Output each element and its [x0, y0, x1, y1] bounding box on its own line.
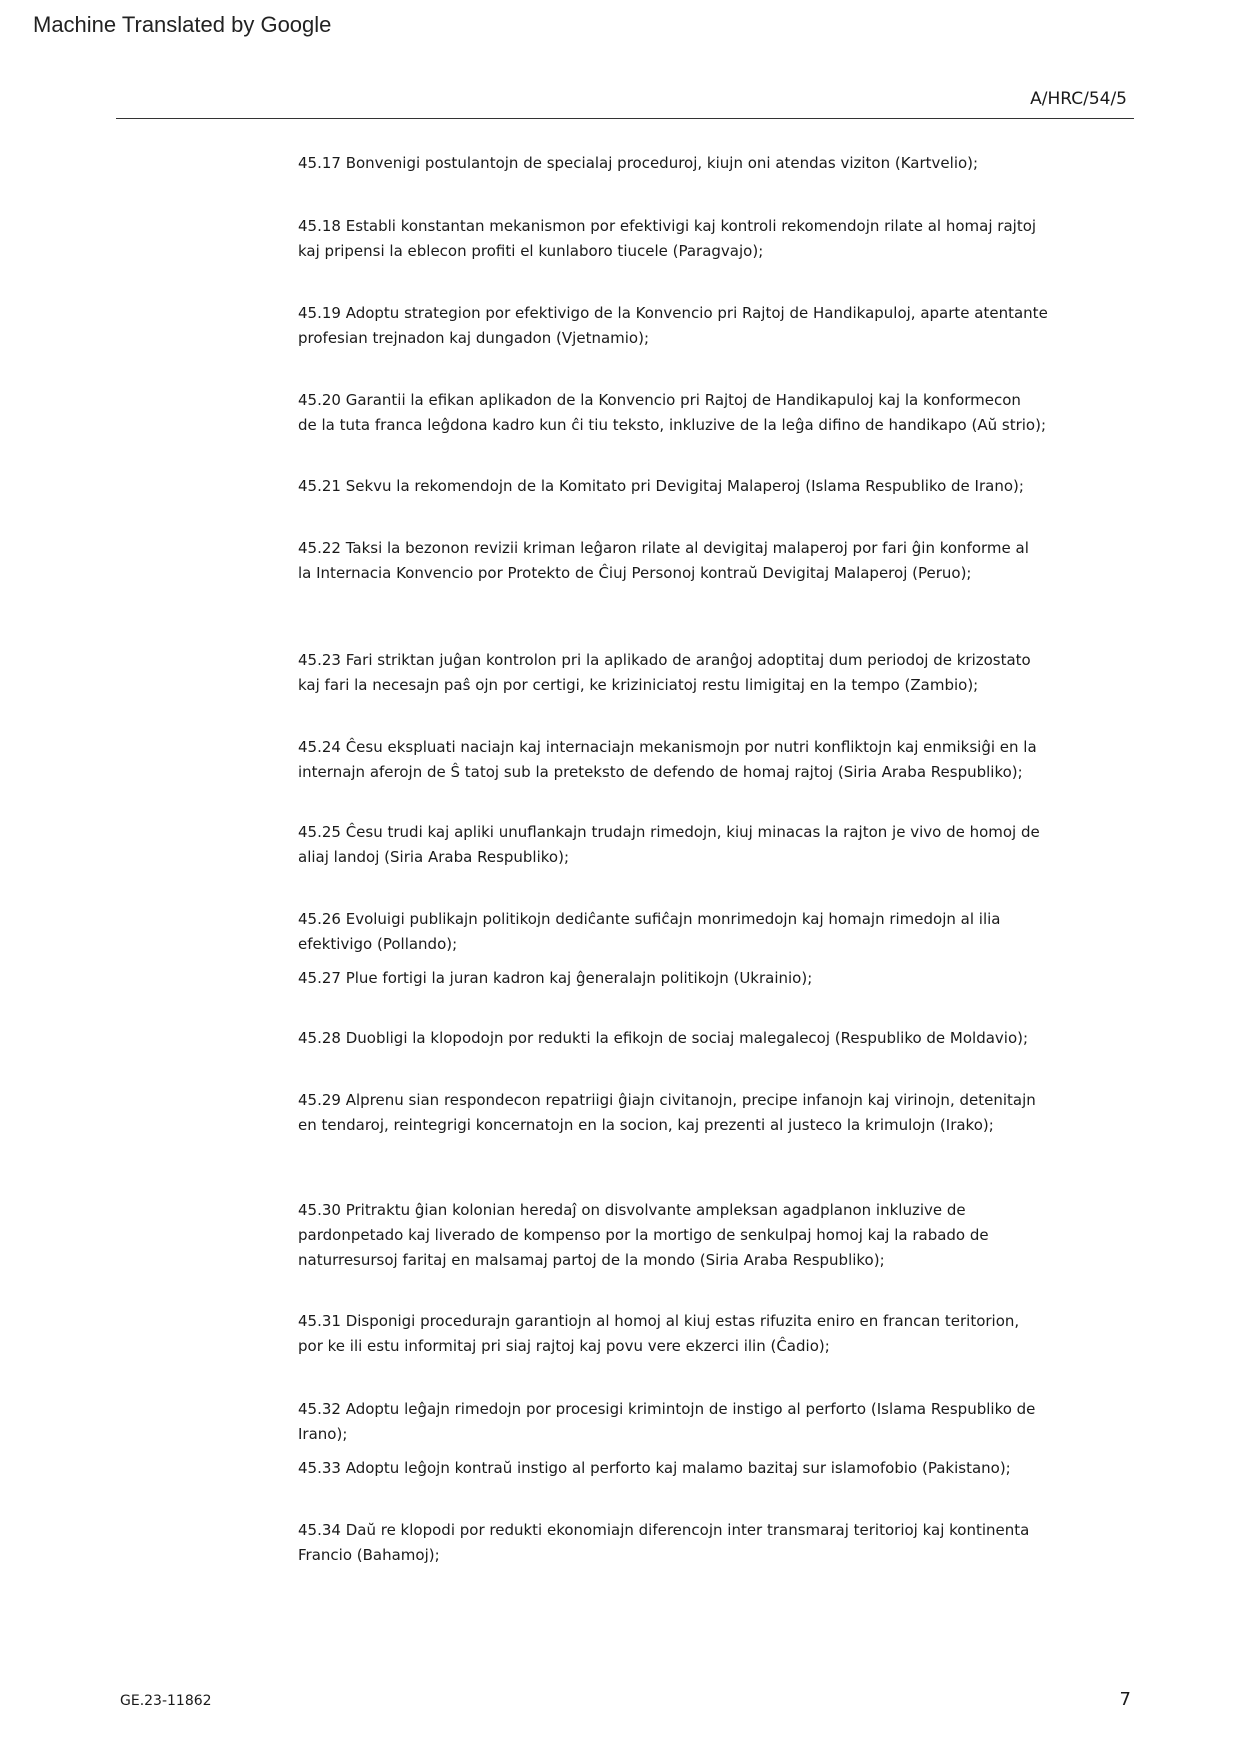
recommendation-45-25 — [298, 820, 1038, 870]
paragraph-line: 45.29 Alprenu sian respondecon repatriigi ĝiajn civitanojn, precipe infanojn kaj virinojn, detenitajn — [298, 1091, 1036, 1109]
footer-document-code: GE.23-11862 — [120, 1693, 212, 1709]
paragraph-line: la Internacia Konvencio por Protekto de Ĉiuj Personoj kontraŭ Devigitaj Malaperoj (Peruo); — [298, 564, 972, 582]
paragraph-line: 45.24 Ĉesu ekspluati naciajn kaj internaciajn mekanismojn por nutri konfliktojn kaj enmiksiĝi en la — [298, 738, 1037, 756]
paragraph-line: 45.23 Fari striktan juĝan kontrolon pri la aplikado de aranĝoj adoptitaj dum periodoj de krizostato — [298, 651, 1031, 669]
paragraph-line: pardonpetado kaj liverado de kompenso por la mortigo de senkulpaj homoj kaj la rabado de — [298, 1226, 989, 1244]
page-number: 7 — [1119, 1689, 1131, 1710]
recommendation-45-28 — [298, 1026, 1038, 1051]
paragraph-line: 45.33 Adoptu leĝojn kontraŭ instigo al perforto kaj malamo bazitaj sur islamofobio (Pakistano); — [298, 1459, 1011, 1477]
paragraph-line: 45.32 Adoptu leĝajn rimedojn por procesigi krimintojn de instigo al perforto (Islama Respubliko de — [298, 1400, 1036, 1418]
paragraph-line: Irano); — [298, 1425, 348, 1443]
paragraph-line: naturresursoj faritaj en malsamaj partoj de la mondo (Siria Araba Respubliko); — [298, 1251, 885, 1269]
recommendation-45-18 — [298, 214, 1038, 264]
paragraph-line: profesian trejnadon kaj dungadon (Vjetnamio); — [298, 329, 650, 347]
paragraph-line: 45.19 Adoptu strategion por efektivigo de la Konvencio pri Rajtoj de Handikapuloj, aparte atentante — [298, 304, 1048, 322]
paragraph-line: 45.17 Bonvenigi postulantojn de specialaj proceduroj, kiujn oni atendas viziton (Kartvelio); — [298, 154, 979, 172]
paragraph-line: aliaj landoj (Siria Araba Respubliko); — [298, 848, 570, 866]
recommendation-45-26 — [298, 907, 1038, 957]
paragraph-line: de la tuta franca leĝdona kadro kun ĉi tiu teksto, inkluzive de la leĝa difino de handikapo (Aŭ strio); — [298, 416, 1047, 434]
paragraph-line: 45.21 Sekvu la rekomendojn de la Komitato pri Devigitaj Malaperoj (Islama Respubliko de Irano); — [298, 477, 1024, 495]
paragraph-line: 45.20 Garantii la efikan aplikadon de la Konvencio pri Rajtoj de Handikapuloj kaj la konformecon — [298, 391, 1021, 409]
recommendation-45-19 — [298, 301, 1048, 351]
paragraph-line: en tendaroj, reintegrigi koncernatojn en la socion, kaj prezenti al justeco la krimulojn (Irako); — [298, 1116, 994, 1134]
paragraph-line: 45.31 Disponigi procedurajn garantiojn al homoj al kiuj estas rifuzita eniro en francan teritorion, — [298, 1312, 1020, 1330]
paragraph-line: 45.18 Establi konstantan mekanismon por efektivigi kaj kontroli rekomendojn rilate al homaj rajtoj — [298, 217, 1037, 235]
paragraph-line: 45.28 Duobligi la klopodojn por redukti la efikojn de sociaj malegalecoj (Respubliko de Moldavio); — [298, 1029, 1029, 1047]
recommendation-45-32 — [298, 1397, 1038, 1447]
paragraph-line: 45.27 Plue fortigi la juran kadron kaj ĝeneralajn politikojn (Ukrainio); — [298, 969, 813, 987]
paragraph-line: 45.34 Daŭ re klopodi por redukti ekonomiajn diferencojn inter transmaraj teritorioj kaj kontinenta — [298, 1521, 1030, 1539]
paragraph-line: 45.25 Ĉesu trudi kaj apliki unuflankajn trudajn rimedojn, kiuj minacas la rajton je vivo de homoj de — [298, 823, 1040, 841]
document-symbol: A/HRC/54/5 — [1030, 89, 1127, 109]
paragraph-line: kaj fari la necesajn paŝ ojn por certigi, ke kriziniciatoj restu limigitaj en la tempo (Zambio); — [298, 676, 979, 694]
recommendation-45-23 — [298, 648, 1038, 698]
paragraph-line: por ke ili estu informitaj pri siaj rajtoj kaj povu vere ekzerci ilin (Ĉadio); — [298, 1337, 830, 1355]
paragraph-line: internajn aferojn de Ŝ tatoj sub la preteksto de defendo de homaj rajtoj (Siria Araba Respubliko); — [298, 763, 1023, 781]
paragraph-line: 45.22 Taksi la bezonon revizii kriman leĝaron rilate al devigitaj malaperoj por fari ĝin konforme al — [298, 539, 1029, 557]
recommendation-45-33 — [298, 1456, 1038, 1481]
paragraph-line: efektivigo (Pollando); — [298, 935, 458, 953]
recommendation-45-29 — [298, 1088, 1038, 1138]
recommendation-45-34 — [298, 1518, 1038, 1568]
recommendation-45-22 — [298, 536, 1038, 586]
recommendation-45-21 — [298, 474, 1038, 499]
paragraph-line: 45.30 Pritraktu ĝian kolonian heredaĵ on disvolvante ampleksan agadplanon inkluzive de — [298, 1201, 966, 1219]
paragraph-line: kaj pripensi la eblecon profiti el kunlaboro tiucele (Paragvajo); — [298, 242, 764, 260]
recommendation-45-24 — [298, 735, 1038, 785]
recommendation-45-30 — [298, 1198, 1038, 1273]
header-divider — [116, 118, 1134, 119]
paragraph-line: Francio (Bahamoj); — [298, 1546, 440, 1564]
machine-translation-banner: Machine Translated by Google — [33, 12, 332, 37]
paragraph-line: 45.26 Evoluigi publikajn politikojn dediĉante sufiĉajn monrimedojn kaj homajn rimedojn al ilia — [298, 910, 1001, 928]
recommendation-45-20 — [298, 388, 1047, 438]
recommendation-45-27 — [298, 966, 1038, 991]
recommendation-45-17 — [298, 151, 1038, 176]
recommendation-45-31 — [298, 1309, 1038, 1359]
